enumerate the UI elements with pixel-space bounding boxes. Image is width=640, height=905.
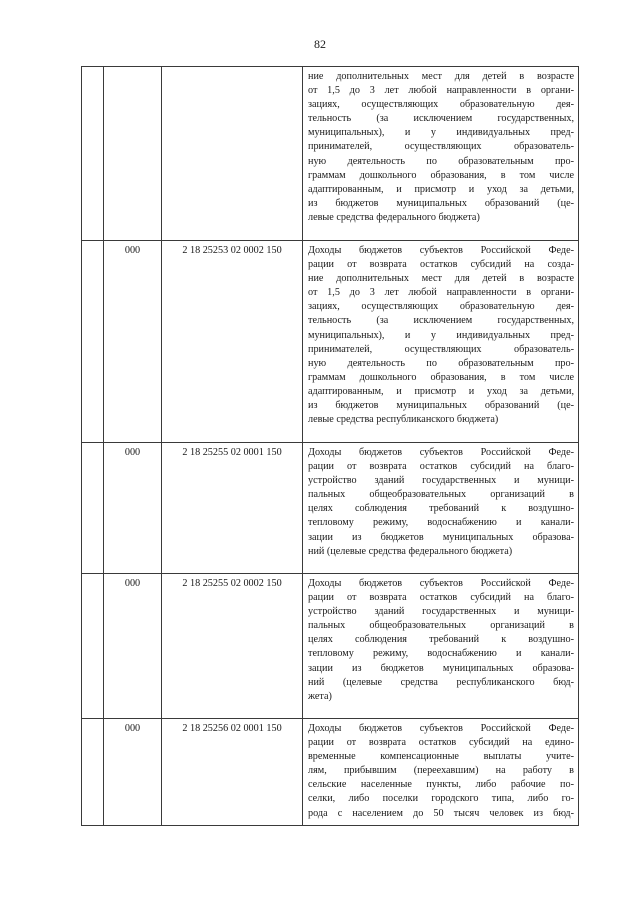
description-line: жета)	[308, 690, 332, 702]
blank-cell	[82, 443, 104, 574]
description-line: от 1,5 до 3 лет любой направленности в органи-	[308, 287, 574, 299]
page-number: 82	[314, 37, 326, 51]
description-line: адаптированным, и присмотр и уход за детьми,	[308, 385, 574, 397]
description-line: селки, либо поселки городского типа, либо го-	[308, 793, 574, 805]
description-line: левые средства федерального бюджета)	[308, 211, 480, 223]
description-line: из бюджетов муниципальных образований (це-	[308, 197, 574, 209]
description-line: Доходы бюджетов субъектов Российской Феде-	[308, 723, 574, 734]
description-line: пальных общеобразовательных организаций в	[308, 489, 574, 501]
description-line: ний (целевые средства республиканского бюд-	[308, 676, 574, 688]
description-line: устройство зданий государственных и муници-	[308, 606, 574, 618]
description-cell	[303, 241, 579, 443]
description-line: зации из бюджетов муниципальных образова-	[308, 662, 574, 674]
description-line: рации от возврата остатков субсидий на благо-	[308, 592, 574, 604]
description-line: левые средства республиканского бюджета)	[308, 414, 499, 426]
description-line: тельность (за исключением государственных,	[308, 315, 574, 327]
description-line: тельность (за исключением государственных,	[308, 113, 574, 125]
description-line: рации от возврата остатков субсидий на благо-	[308, 461, 574, 473]
description-line: от 1,5 до 3 лет любой направленности в органи-	[308, 85, 574, 97]
table-row	[82, 241, 579, 443]
description-cell	[303, 67, 579, 241]
admin-code-cell: 000	[104, 241, 162, 443]
description-line: принимателей, осуществляющих образователь-	[308, 343, 574, 355]
description-line: зациях, осуществляющих образовательную дея-	[308, 99, 574, 111]
description-line: ний (целевые средства федерального бюджета)	[308, 545, 513, 557]
description-line: тепловому режиму, водоснабжению и канали-	[308, 517, 574, 529]
description-line: муниципальных), и у индивидуальных пред-	[308, 127, 574, 139]
admin-code-cell: 000	[104, 443, 162, 574]
description-line: Доходы бюджетов субъектов Российской Феде-	[308, 447, 574, 458]
table-row	[82, 574, 579, 719]
description-line: ние дополнительных мест для детей в возрасте	[308, 273, 574, 285]
description-line: сельские населенные пункты, либо рабочие по-	[308, 779, 574, 791]
description-line: пальных общеобразовательных организаций в	[308, 620, 574, 632]
admin-code-cell: 000	[104, 574, 162, 719]
description-line: зациях, осуществляющих образовательную дея-	[308, 301, 574, 313]
description-line: лям, прибывшим (переехавшим) на работу в	[308, 765, 574, 777]
description-line: целях соблюдения требований к воздушно-	[308, 634, 574, 646]
blank-cell	[82, 67, 104, 241]
admin-code-cell	[104, 67, 162, 241]
description-line: ную деятельность по образовательным про-	[308, 357, 574, 369]
table-row	[82, 67, 579, 241]
description-cell	[303, 574, 579, 719]
blank-cell	[82, 241, 104, 443]
description-line: устройство зданий государственных и муници-	[308, 475, 574, 487]
description-line: принимателей, осуществляющих образователь-	[308, 141, 574, 153]
description-line: ную деятельность по образовательным про-	[308, 155, 574, 167]
description-line: целях соблюдения требований к воздушно-	[308, 503, 574, 515]
description-line: Доходы бюджетов субъектов Российской Феде-	[308, 245, 574, 256]
description-line: рации от возврата остатков субсидий на едино-	[308, 737, 574, 749]
description-line: адаптированным, и присмотр и уход за детьми,	[308, 183, 574, 195]
table-row	[82, 719, 579, 826]
description-line: зации из бюджетов муниципальных образова-	[308, 531, 574, 543]
description-line: из бюджетов муниципальных образований (це-	[308, 400, 574, 412]
description-line: рации от возврата остатков субсидий на созда-	[308, 259, 574, 271]
description-line: временные компенсационные выплаты учите-	[308, 751, 574, 763]
description-line: Доходы бюджетов субъектов Российской Феде-	[308, 578, 574, 589]
budget-code-cell: 2 18 25256 02 0001 150	[162, 719, 303, 826]
blank-cell	[82, 719, 104, 826]
description-line: граммам дошкольного образования, в том числе	[308, 169, 574, 181]
description-line: ние дополнительных мест для детей в возрасте	[308, 71, 574, 82]
admin-code-cell: 000	[104, 719, 162, 826]
description-line: граммам дошкольного образования, в том числе	[308, 371, 574, 383]
blank-cell	[82, 574, 104, 719]
description-line: тепловому режиму, водоснабжению и канали-	[308, 648, 574, 660]
budget-code-cell: 2 18 25253 02 0002 150	[162, 241, 303, 443]
description-line: муниципальных), и у индивидуальных пред-	[308, 329, 574, 341]
budget-code-cell: 2 18 25255 02 0001 150	[162, 443, 303, 574]
budget-code-cell: 2 18 25255 02 0002 150	[162, 574, 303, 719]
budget-code-cell	[162, 67, 303, 241]
description-cell	[303, 443, 579, 574]
budget-classification-table	[81, 66, 579, 826]
description-line: рода с населением до 50 тысяч человек из бюд-	[308, 807, 574, 819]
description-cell	[303, 719, 579, 826]
table-row	[82, 443, 579, 574]
